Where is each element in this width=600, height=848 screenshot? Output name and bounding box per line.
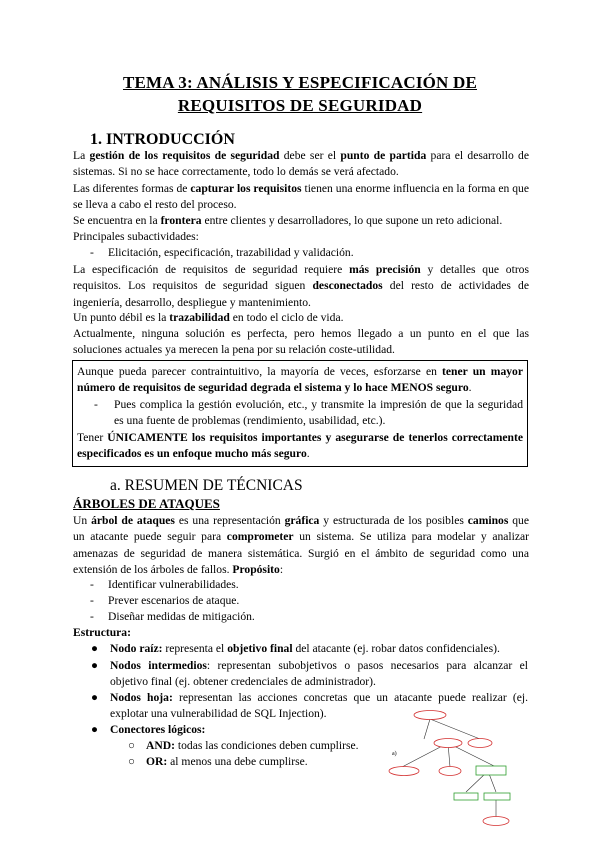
bullet-dot: ● bbox=[91, 691, 99, 704]
tree-node-leaf bbox=[389, 767, 419, 776]
tree-node-and bbox=[476, 766, 506, 775]
connector-and: AND: todas las condiciones deben cumplirse. bbox=[146, 739, 359, 752]
intro-paragraph-7: Actualmente, ninguna solución es perfecta, pero hemos llegado a un punto en el que las soluciones actuales ya merecen la pena por su relación coste-utilidad. bbox=[73, 327, 529, 357]
tree-node-root bbox=[414, 711, 446, 720]
connector-or: OR: al menos una debe cumplirse. bbox=[146, 755, 308, 768]
intro-paragraph-5: La especificación de requisitos de seguridad requiere más precisión y detalles que otros requisitos. Los requisitos de seguridad siguen desconectados del resto de actividades de ingeniería, desarrollo, despliegue y mantenimiento. bbox=[73, 263, 529, 309]
bullet-dash: - bbox=[90, 610, 94, 623]
proposito-item: Identificar vulnerabilidades. bbox=[108, 578, 239, 591]
tree-node-leaf bbox=[439, 767, 461, 776]
bullet-dash: - bbox=[90, 578, 94, 591]
section-heading-resumen: a. RESUMEN DE TÉCNICAS bbox=[110, 477, 303, 494]
bullet-dash: - bbox=[90, 594, 94, 607]
bullet-dot: ● bbox=[91, 642, 99, 655]
arboles-paragraph: Un árbol de ataques es una representación gráfica y estructurada de los posibles caminos que un atacante puede seguir para comprometer un sistema. Se utiliza para modelar y analizar amenazas de seguridad de manera sistemática. Surgió en el ámbito de seguridad como una extensión de los árboles de fallos. Propósito: bbox=[73, 514, 530, 576]
node-root-description: Nodo raíz: representa el objetivo final del atacante (ej. robar datos confidenciales). bbox=[110, 642, 500, 655]
tree-node-leaf-green bbox=[484, 793, 510, 800]
tree-node-intermediate bbox=[434, 739, 462, 748]
logical-connectors-heading: Conectores lógicos: bbox=[110, 723, 206, 736]
intro-paragraph-3: Se encuentra en la frontera entre clientes y desarrolladores, lo que supone un reto adicional. bbox=[73, 214, 503, 227]
tree-node-intermediate bbox=[468, 739, 492, 748]
proposito-item: Prever escenarios de ataque. bbox=[108, 594, 240, 607]
intro-paragraph-4: Principales subactividades: bbox=[73, 230, 199, 243]
document-title-line-2: REQUISITOS DE SEGURIDAD bbox=[177, 96, 423, 115]
box-item: Pues complica la gestión evolución, etc., y transmite la impresión de que la seguridad es una fuente de problemas (rendimiento, usabilidad, etc.). bbox=[114, 398, 523, 428]
subsection-heading-arboles: ÁRBOLES DE ATAQUES bbox=[73, 496, 220, 511]
intro-paragraph-6: Un punto débil es la trazabilidad en todo el ciclo de vida. bbox=[73, 311, 344, 324]
tree-node-leaf-green bbox=[454, 793, 478, 800]
proposito-item: Diseñar medidas de mitigación. bbox=[108, 610, 255, 623]
node-leaf-description: Nodos hoja: representan las acciones concretas que un atacante puede realizar (ej. explotar una vulnerabilidad de SQL Injection). bbox=[110, 691, 528, 721]
bullet-dot: ● bbox=[91, 723, 99, 736]
estructura-heading: Estructura: bbox=[73, 626, 131, 639]
bullet-dot: ● bbox=[91, 659, 99, 672]
bullet-dash: - bbox=[90, 246, 94, 259]
tree-node-leaf bbox=[483, 817, 509, 826]
box-paragraph-1: Aunque pueda parecer contraintuitivo, la mayoría de veces, esforzarse en tener un mayor número de requisitos de seguridad degrada el sistema y lo hace MENOS seguro. bbox=[77, 365, 523, 395]
subactividades-item: Elicitación, especificación, trazabilidad y validación. bbox=[108, 246, 354, 259]
bullet-circle: ○ bbox=[128, 755, 136, 768]
bullet-dash: - bbox=[94, 398, 98, 411]
section-heading-introduccion: 1. INTRODUCCIÓN bbox=[90, 131, 235, 148]
document-title-line-1: TEMA 3: ANÁLISIS Y ESPECIFICACIÓN DE bbox=[122, 73, 478, 92]
intro-paragraph-1: La gestión de los requisitos de seguridad debe ser el punto de partida para el desarrollo de sistemas. Si no se hace correctamente, todo lo demás se verá afectado. bbox=[73, 149, 529, 179]
intro-paragraph-2: Las diferentes formas de capturar los requisitos tienen una enorme influencia en la forma en que se lleva a cabo el resto del proceso. bbox=[73, 182, 529, 212]
diagram-label: a) bbox=[392, 751, 397, 757]
attack-tree-diagram bbox=[388, 709, 538, 844]
node-intermediate-description: Nodos intermedios: representan subobjetivos o pasos necesarios para alcanzar el objetivo final (ej. obtener credenciales de administrador). bbox=[110, 659, 529, 689]
bullet-circle: ○ bbox=[128, 739, 136, 752]
box-paragraph-2: Tener ÚNICAMENTE los requisitos importantes y asegurarse de tenerlos correctamente especificados es un enfoque mucho más seguro. bbox=[77, 431, 523, 461]
